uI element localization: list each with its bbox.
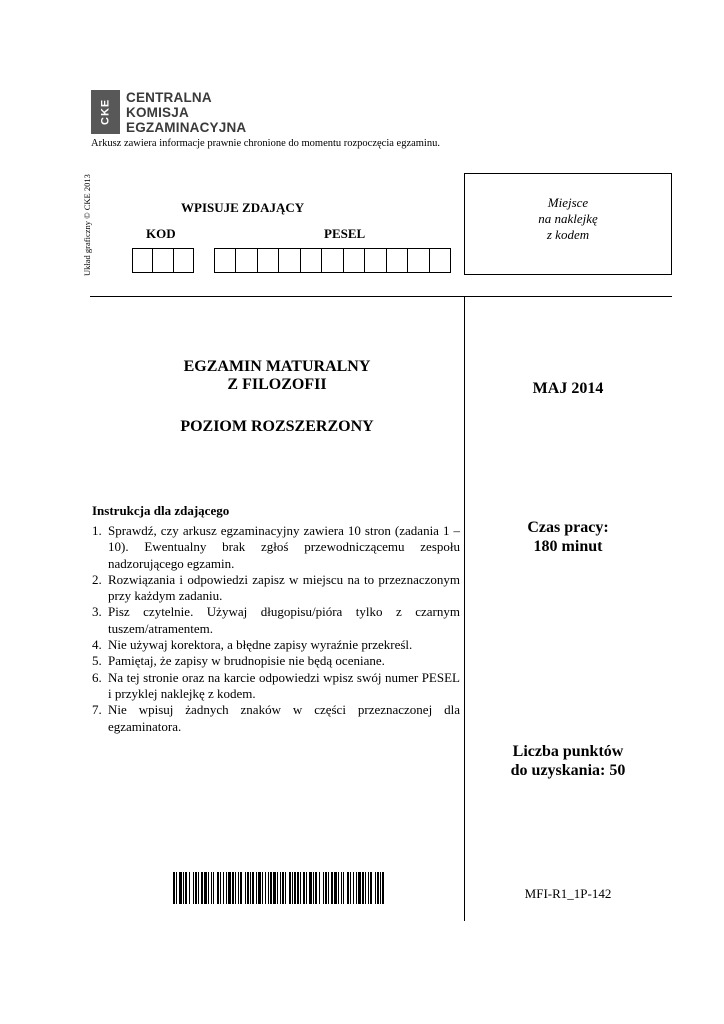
barcode-bar: [285, 872, 286, 904]
logo-line-1: CENTRALNA: [126, 90, 212, 105]
barcode-bar: [282, 872, 284, 904]
kod-digit-box[interactable]: [174, 249, 193, 272]
barcode-bar: [228, 872, 231, 904]
horizontal-divider: [90, 296, 672, 297]
pesel-digit-box[interactable]: [387, 249, 408, 272]
exam-code: MFI-R1_1P-142: [524, 886, 612, 901]
sticker-line-2: na naklejkę: [538, 211, 598, 226]
instruction-item: [92, 523, 460, 572]
barcode-bar: [382, 872, 384, 904]
barcode-bar: [256, 872, 257, 904]
barcode-bar: [292, 872, 293, 904]
max-points-label: Liczba punktów: [512, 743, 624, 760]
max-points-value: do uzyskania: 50: [510, 762, 626, 779]
barcode-bar: [331, 872, 333, 904]
barcode-bar: [280, 872, 281, 904]
barcode-bar: [193, 872, 194, 904]
barcode-bar: [334, 872, 337, 904]
instruction-item: [92, 604, 460, 637]
instruction-number: 7.: [92, 702, 102, 718]
barcode-bar: [240, 872, 242, 904]
barcode-bar: [365, 872, 366, 904]
pesel-field[interactable]: [214, 248, 451, 273]
barcode-bar: [347, 872, 349, 904]
instruction-text: Sprawdź, czy arkusz egzaminacyjny zawiera 10 stron (zadania 1 – 10). Ewentualny brak zgłoś przewodniczącemu zespołu nadzorującego egzamin.: [108, 523, 460, 571]
logo-line-2: KOMISJA: [126, 105, 189, 120]
pesel-digit-box[interactable]: [430, 249, 450, 272]
instruction-text: Na tej stronie oraz na karcie odpowiedzi wpisz swój numer PESEL i przyklej naklejkę z kodem.: [108, 669, 460, 701]
barcode-bar: [220, 872, 221, 904]
barcode-bar: [319, 872, 320, 904]
cke-logo-text: [126, 90, 246, 135]
barcode-bar: [262, 872, 263, 904]
instruction-number: 1.: [92, 523, 102, 538]
barcode-bar: [315, 872, 317, 904]
instruction-number: 5.: [92, 653, 102, 669]
instruction-item: [92, 702, 460, 735]
exam-title-line-2: Z FILOZOFII: [227, 376, 327, 393]
instructions-header: Instrukcja dla zdającego: [92, 503, 230, 518]
barcode-bar: [185, 872, 187, 904]
kod-digit-box[interactable]: [133, 249, 153, 272]
barcode-bar: [368, 872, 369, 904]
pesel-digit-box[interactable]: [258, 249, 279, 272]
barcode-bar: [223, 872, 224, 904]
pesel-digit-box[interactable]: [365, 249, 386, 272]
barcode-bar: [353, 872, 354, 904]
graphic-layout-credit: Układ graficzny © CKE 2013: [82, 174, 92, 276]
instruction-number: 2.: [92, 571, 102, 587]
barcode-bar: [213, 872, 214, 904]
pesel-digit-box[interactable]: [408, 249, 429, 272]
exam-date: MAJ 2014: [532, 380, 604, 397]
exam-level: POZIOM ROZSZERZONY: [180, 418, 374, 435]
pesel-digit-box[interactable]: [236, 249, 257, 272]
sticker-line-3: z kodem: [546, 227, 590, 242]
barcode-bar: [211, 872, 212, 904]
barcode-bar: [173, 872, 175, 904]
barcode-bar: [270, 872, 272, 904]
barcode-bar: [277, 872, 278, 904]
barcode-bar: [375, 872, 376, 904]
barcode-bar: [195, 872, 197, 904]
instruction-text: Nie używaj korektora, a błędne zapisy wyraźnie przekreśl.: [108, 637, 413, 653]
working-time: [464, 518, 672, 556]
barcode-bar: [208, 872, 209, 904]
barcode-bar: [370, 872, 372, 904]
barcode-bar: [356, 872, 357, 904]
barcode-bar: [217, 872, 219, 904]
barcode-bar: [268, 872, 269, 904]
pesel-digit-box[interactable]: [322, 249, 343, 272]
cke-logo-mark: CKE: [91, 90, 120, 134]
instruction-number: 6.: [92, 669, 102, 685]
exam-title-line-1: EGZAMIN MATURALNY: [183, 358, 371, 375]
working-time-label: Czas pracy:: [527, 519, 609, 536]
instruction-number: 3.: [92, 604, 102, 620]
barcode-image: [173, 872, 386, 904]
barcode-bar: [338, 872, 339, 904]
barcode-bar: [328, 872, 329, 904]
barcode-bar: [245, 872, 246, 904]
working-time-value: 180 minut: [533, 538, 603, 555]
barcode-bar: [232, 872, 234, 904]
barcode-bar: [306, 872, 307, 904]
kod-label: KOD: [146, 226, 176, 241]
barcode-bar: [309, 872, 312, 904]
instruction-text: Rozwiązania i odpowiedzi zapisz w miejscu na to przeznaczonym przy każdym zadaniu.: [108, 571, 460, 604]
kod-digit-box[interactable]: [153, 249, 173, 272]
barcode-bar: [297, 872, 299, 904]
instruction-text: Pamiętaj, że zapisy w brudnopisie nie będą oceniane.: [108, 653, 385, 669]
barcode-bar: [350, 872, 351, 904]
barcode-bar: [341, 872, 342, 904]
instruction-text: Nie wpisuj żadnych znaków w części przeznaczonej dla egzaminatora.: [108, 702, 460, 734]
barcode-bar: [226, 872, 227, 904]
kod-field[interactable]: [132, 248, 194, 273]
barcode-bar: [252, 872, 254, 904]
barcode-bar: [204, 872, 207, 904]
barcode-bar: [258, 872, 261, 904]
barcode-bar: [377, 872, 379, 904]
instruction-item: [92, 653, 460, 669]
instructions-list: [92, 523, 460, 735]
barcode-bar: [238, 872, 239, 904]
barcode-bar: [300, 872, 301, 904]
barcode-bar: [235, 872, 236, 904]
barcode-bar: [323, 872, 324, 904]
barcode-bar: [380, 872, 381, 904]
max-points: [464, 742, 672, 780]
barcode-bar: [201, 872, 203, 904]
pesel-label: PESEL: [324, 226, 366, 241]
barcode-bar: [343, 872, 344, 904]
barcode-bar: [189, 872, 190, 904]
barcode-bar: [358, 872, 361, 904]
barcode-bar: [247, 872, 249, 904]
exam-title: [90, 358, 464, 394]
barcode-bar: [313, 872, 314, 904]
instruction-item: [92, 637, 460, 653]
barcode-bar: [303, 872, 305, 904]
instruction-item: [92, 670, 460, 703]
sticker-placeholder-text: [464, 195, 672, 243]
barcode-bar: [273, 872, 276, 904]
barcode-bar: [362, 872, 364, 904]
barcode-bar: [179, 872, 182, 904]
pesel-digit-box[interactable]: [344, 249, 365, 272]
barcode-bar: [250, 872, 251, 904]
barcode-bar: [265, 872, 266, 904]
barcode-bar: [183, 872, 184, 904]
candidate-section-header: WPISUJE ZDAJĄCY: [181, 200, 305, 215]
pesel-digit-box[interactable]: [279, 249, 300, 272]
pesel-digit-box[interactable]: [301, 249, 322, 272]
instruction-text: Pisz czytelnie. Używaj długopisu/pióra tylko z czarnym tuszem/atramentem.: [108, 604, 460, 636]
barcode-bar: [198, 872, 199, 904]
barcode-bar: [289, 872, 291, 904]
instruction-number: 4.: [92, 637, 102, 653]
confidentiality-notice: Arkusz zawiera informacje prawnie chronione do momentu rozpoczęcia egzaminu.: [91, 138, 440, 149]
barcode-bar: [294, 872, 296, 904]
logo-line-3: EGZAMINACYJNA: [126, 120, 247, 135]
sticker-line-1: Miejsce: [547, 195, 589, 210]
instruction-item: [92, 572, 460, 605]
barcode-bar: [176, 872, 177, 904]
barcode-bar: [325, 872, 327, 904]
pesel-digit-box[interactable]: [215, 249, 236, 272]
